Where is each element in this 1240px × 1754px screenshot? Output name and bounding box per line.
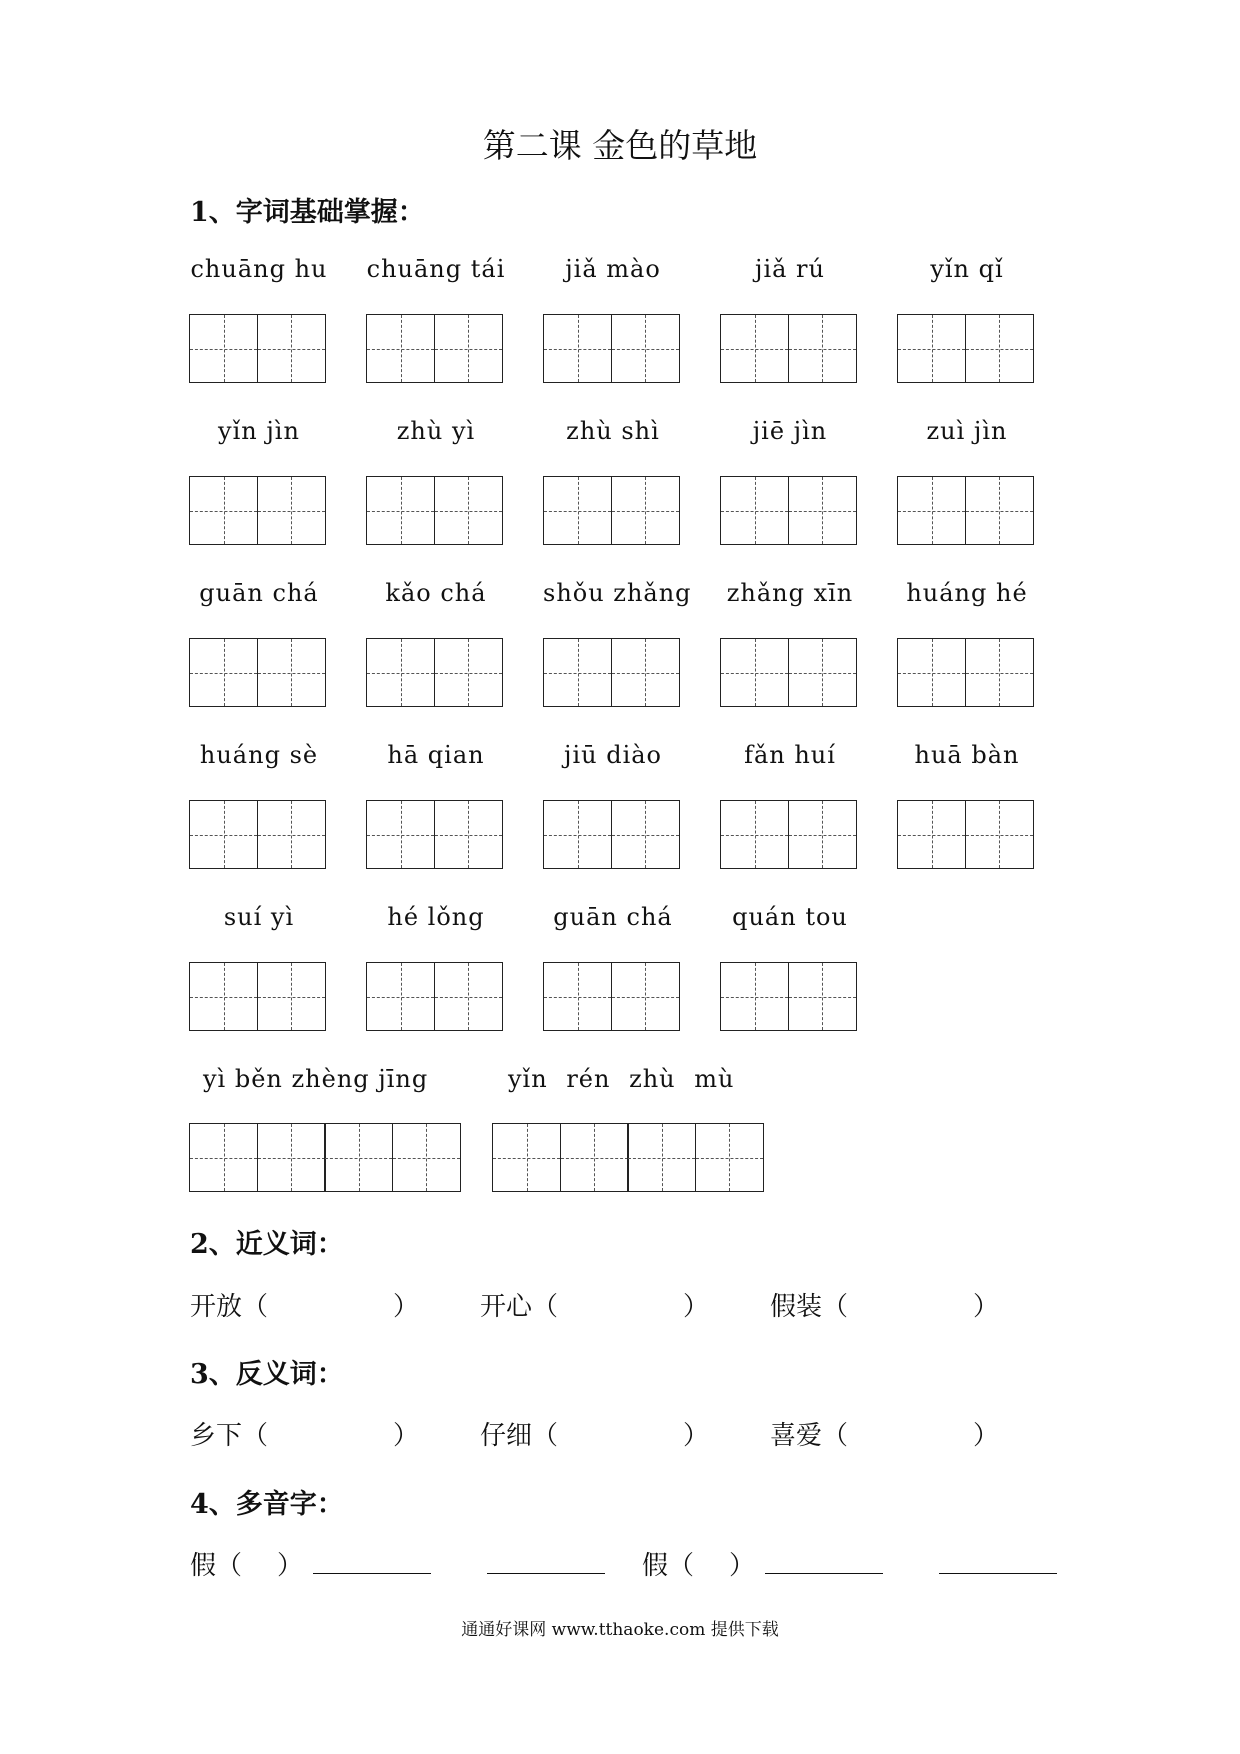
polyphone-row: [190, 1545, 1057, 1582]
writing-grid[interactable]: [366, 314, 501, 383]
writing-cell[interactable]: [897, 638, 966, 707]
pinyin-label: hā qian: [387, 741, 485, 769]
writing-cell[interactable]: [611, 476, 680, 545]
writing-grid[interactable]: [543, 962, 678, 1031]
writing-grid[interactable]: [189, 800, 324, 869]
pinyin-label: chuāng tái: [366, 255, 506, 283]
polyphone-item[interactable]: 假（ ）: [190, 1545, 642, 1582]
antonym-item[interactable]: 乡下（ ）: [190, 1421, 420, 1451]
writing-grid[interactable]: [897, 800, 1032, 869]
writing-cell[interactable]: [788, 962, 857, 1031]
pinyin-label: jiǎ mào: [565, 255, 661, 283]
writing-grid[interactable]: [543, 800, 678, 869]
writing-cell[interactable]: [788, 800, 857, 869]
pinyin-label: hé lǒng: [387, 903, 485, 931]
writing-cell[interactable]: [897, 314, 966, 383]
pinyin-label: zhǎng xīn: [726, 579, 854, 607]
writing-grid[interactable]: [897, 476, 1032, 545]
pinyin-label: huáng sè: [199, 741, 319, 769]
writing-grid[interactable]: [720, 476, 855, 545]
polyphone-item[interactable]: 假（ ）: [642, 1545, 1057, 1582]
writing-cell[interactable]: [560, 1123, 629, 1192]
writing-cell[interactable]: [720, 800, 789, 869]
writing-grid[interactable]: [543, 314, 678, 383]
pinyin-label: yǐn qǐ: [930, 255, 1004, 283]
answer-blank[interactable]: [487, 1547, 605, 1574]
writing-cell[interactable]: [257, 800, 326, 869]
section-heading-polyphones: 4、多音字：: [190, 1489, 344, 1520]
writing-cell[interactable]: [788, 476, 857, 545]
pinyin-label: shǒu zhǎng: [543, 579, 692, 607]
section-heading-antonyms: 3、反义词：: [190, 1359, 344, 1390]
writing-cell[interactable]: [965, 800, 1034, 869]
writing-cell[interactable]: [543, 476, 612, 545]
writing-cell[interactable]: [434, 638, 503, 707]
antonym-row: [190, 1415, 999, 1452]
writing-cell[interactable]: [543, 638, 612, 707]
writing-cell[interactable]: [434, 476, 503, 545]
pinyin-label: huā bàn: [914, 741, 1020, 769]
answer-blank[interactable]: [939, 1547, 1057, 1574]
writing-cell[interactable]: [965, 476, 1034, 545]
writing-grid[interactable]: [720, 638, 855, 707]
writing-cell[interactable]: [720, 314, 789, 383]
writing-cell[interactable]: [257, 476, 326, 545]
footer-credit: 通通好课网 www.tthaoke.com 提供下载: [461, 1620, 779, 1640]
writing-grid[interactable]: [720, 962, 855, 1031]
antonym-item[interactable]: 仔细（ ）: [480, 1421, 710, 1451]
writing-cell[interactable]: [189, 800, 258, 869]
writing-cell[interactable]: [611, 638, 680, 707]
writing-cell[interactable]: [965, 314, 1034, 383]
writing-grid[interactable]: [189, 638, 324, 707]
writing-cell[interactable]: [189, 962, 258, 1031]
writing-grid[interactable]: [189, 962, 324, 1031]
writing-grid[interactable]: [189, 314, 324, 383]
pinyin-label: suí yì: [223, 903, 295, 931]
pinyin-label: zhù shì: [566, 417, 660, 445]
synonym-item[interactable]: 开心（ ）: [480, 1292, 710, 1322]
writing-grid[interactable]: [720, 800, 855, 869]
idiom-pinyin-2: yǐn rén zhù mù: [508, 1065, 735, 1093]
writing-cell[interactable]: [189, 476, 258, 545]
pinyin-label: kǎo chá: [385, 579, 487, 607]
writing-cell[interactable]: [611, 314, 680, 383]
synonym-item[interactable]: 假装（ ）: [770, 1292, 1000, 1322]
writing-grid[interactable]: [366, 476, 501, 545]
idiom-grid-1[interactable]: [189, 1123, 459, 1192]
writing-cell[interactable]: [366, 962, 435, 1031]
writing-cell[interactable]: [392, 1123, 461, 1192]
writing-cell[interactable]: [324, 1123, 393, 1192]
writing-grid[interactable]: [897, 638, 1032, 707]
writing-cell[interactable]: [366, 476, 435, 545]
pinyin-label: huáng hé: [906, 579, 1028, 607]
antonym-item[interactable]: 喜爱（ ）: [770, 1421, 1000, 1451]
pinyin-label: zhù yì: [396, 417, 476, 445]
section-heading-vocabulary: 1、字词基础掌握：: [190, 197, 425, 228]
pinyin-label: guān chá: [199, 579, 319, 607]
writing-cell[interactable]: [434, 314, 503, 383]
pinyin-label: jiǎ rú: [755, 255, 825, 283]
writing-cell[interactable]: [788, 638, 857, 707]
writing-grid[interactable]: [543, 638, 678, 707]
idiom-grid-2[interactable]: [492, 1123, 762, 1192]
writing-cell[interactable]: [189, 638, 258, 707]
writing-cell[interactable]: [434, 962, 503, 1031]
answer-blank[interactable]: [313, 1547, 431, 1574]
writing-cell[interactable]: [189, 1123, 258, 1192]
writing-cell[interactable]: [611, 962, 680, 1031]
writing-cell[interactable]: [788, 314, 857, 383]
writing-cell[interactable]: [720, 638, 789, 707]
answer-blank[interactable]: [765, 1547, 883, 1574]
writing-cell[interactable]: [543, 800, 612, 869]
section-heading-synonyms: 2、近义词：: [190, 1229, 344, 1260]
writing-cell[interactable]: [434, 800, 503, 869]
writing-cell[interactable]: [695, 1123, 764, 1192]
writing-cell[interactable]: [257, 1123, 326, 1192]
pinyin-label: quán tou: [732, 903, 848, 931]
writing-cell[interactable]: [897, 476, 966, 545]
pinyin-label: guān chá: [553, 903, 673, 931]
pinyin-label: chuāng hu: [190, 255, 328, 283]
writing-cell[interactable]: [257, 638, 326, 707]
pinyin-label: zuì jìn: [926, 417, 1008, 445]
writing-cell[interactable]: [366, 314, 435, 383]
page-title: 第二课 金色的草地: [482, 126, 758, 165]
writing-cell[interactable]: [257, 314, 326, 383]
writing-grid[interactable]: [720, 314, 855, 383]
writing-cell[interactable]: [366, 638, 435, 707]
pinyin-label: jiū diào: [564, 741, 662, 769]
writing-cell[interactable]: [257, 962, 326, 1031]
synonym-row: [190, 1286, 999, 1323]
pinyin-label: yǐn jìn: [218, 417, 300, 445]
writing-grid[interactable]: [543, 476, 678, 545]
writing-grid[interactable]: [366, 638, 501, 707]
writing-cell[interactable]: [366, 800, 435, 869]
writing-cell[interactable]: [627, 1123, 696, 1192]
writing-grid[interactable]: [366, 800, 501, 869]
writing-grid[interactable]: [366, 962, 501, 1031]
pinyin-label: jiē jìn: [752, 417, 828, 445]
idiom-pinyin-1: yì běn zhèng jīng: [203, 1065, 429, 1093]
writing-cell[interactable]: [897, 800, 966, 869]
writing-grid[interactable]: [189, 476, 324, 545]
writing-cell[interactable]: [189, 314, 258, 383]
writing-cell[interactable]: [965, 638, 1034, 707]
writing-grid[interactable]: [897, 314, 1032, 383]
writing-cell[interactable]: [611, 800, 680, 869]
pinyin-label: fǎn huí: [744, 741, 836, 769]
writing-cell[interactable]: [492, 1123, 561, 1192]
writing-cell[interactable]: [720, 476, 789, 545]
writing-cell[interactable]: [543, 962, 612, 1031]
writing-cell[interactable]: [543, 314, 612, 383]
writing-cell[interactable]: [720, 962, 789, 1031]
synonym-item[interactable]: 开放（ ）: [190, 1292, 420, 1322]
